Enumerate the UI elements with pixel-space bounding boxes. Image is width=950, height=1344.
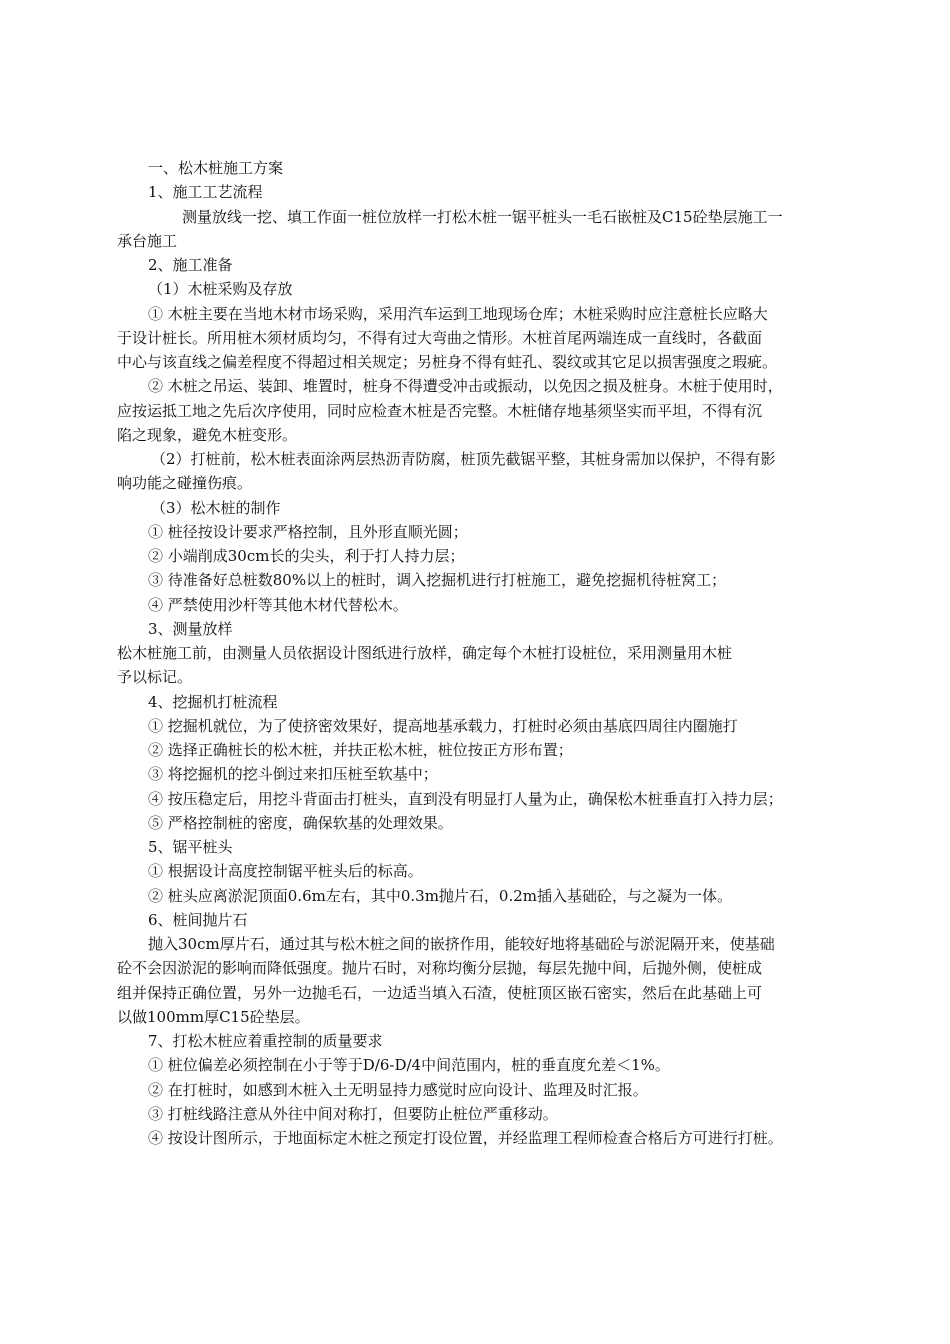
list-item: ③ 打桩线路注意从外往中间对称打，但要防止桩位严重移动。 xyxy=(148,1105,558,1123)
paragraph-line: ② 木桩之吊运、装卸、堆置时，桩身不得遭受冲击或振动，以免因之损及桩身。木桩于使用时， xyxy=(148,377,783,395)
paragraph-line: 以做100mm厚C15砼垫层。 xyxy=(117,1008,310,1026)
list-item: ④ 按设计图所示，于地面标定木桩之预定打设位置，并经监理工程师检查合格后方可进行打桩。 xyxy=(148,1129,783,1147)
paragraph-line: 予以标记。 xyxy=(117,668,193,686)
paragraph-line: 于设计桩长。所用桩木须材质均匀，不得有过大弯曲之情形。木桩首尾两端连成一直线时，各截面 xyxy=(117,329,763,347)
paragraph-line: 中心与该直线之偏差程度不得超过相关规定；另桩身不得有蛀孔、裂纹或其它足以损害强度之瑕疵。 xyxy=(117,353,778,371)
subsection-heading: 5、锯平桩头 xyxy=(148,838,233,856)
list-item: ① 桩位偏差必须控制在小于等于D/6-D/4中间范围内，桩的垂直度允差＜1%。 xyxy=(148,1056,670,1074)
subsection-heading: 1、施工工艺流程 xyxy=(148,183,263,201)
paragraph-line: （2）打桩前，松木桩表面涂两层热沥青防腐，桩顶先截锯平整，其桩身需加以保护，不得有影 xyxy=(151,450,776,468)
subsection-heading: 7、打松木桩应着重控制的质量要求 xyxy=(148,1032,383,1050)
paragraph-line: 陷之现象，避免木桩变形。 xyxy=(117,426,298,444)
list-item: ④ 按压稳定后，用挖斗背面击打桩头，直到没有明显打人量为止，确保松木桩垂直打入持力层； xyxy=(148,790,783,808)
list-item: ① 桩径按设计要求严格控制，且外形直顺光圆； xyxy=(148,523,468,541)
list-item: ③ 将挖掘机的挖斗倒过来扣压桩至软基中； xyxy=(148,765,438,783)
paragraph-line: 砼不会因淤泥的影响而降低强度。抛片石时，对称均衡分层抛，每层先抛中间，后抛外侧，使桩成 xyxy=(117,959,763,977)
subsection-heading: （1）木桩采购及存放 xyxy=(148,280,293,298)
paragraph-line: 测量放线一挖、填工作面一桩位放样一打松木桩一锯平桩头一毛石嵌桩及C15砼垫层施工一 xyxy=(182,208,783,226)
subsection-heading: 3、测量放样 xyxy=(148,620,233,638)
subsection-heading: 2、施工准备 xyxy=(148,256,233,274)
list-item: ② 小端削成30cm长的尖头，利于打人持力层； xyxy=(148,547,465,565)
paragraph-line: 应按运抵工地之先后次序使用，同时应检查木桩是否完整。木桩储存地基须坚实而平坦，不得有沉 xyxy=(117,402,763,420)
section-heading: 一、松木桩施工方案 xyxy=(148,159,284,177)
subsection-heading: 4、挖掘机打桩流程 xyxy=(148,693,278,711)
paragraph-line: 抛入30cm厚片石，通过其与松木桩之间的嵌挤作用，能较好地将基础砼与淤泥隔开来，使基础 xyxy=(148,935,775,953)
list-item: ④ 严禁使用沙杆等其他木材代替松木。 xyxy=(148,596,408,614)
subsection-heading: （3）松木桩的制作 xyxy=(151,499,281,517)
paragraph-line: 承台施工 xyxy=(117,232,178,250)
paragraph-line: ① 木桩主要在当地木材市场采购，采用汽车运到工地现场仓库；木桩采购时应注意桩长应略大 xyxy=(148,305,768,323)
paragraph-line: 组并保持正确位置，另外一边抛毛石，一边适当填入石渣，使桩顶区嵌石密实，然后在此基础上可 xyxy=(117,984,763,1002)
paragraph-line: 响功能之碰撞伤痕。 xyxy=(117,474,253,492)
subsection-heading: 6、桩间抛片石 xyxy=(148,911,248,929)
list-item: ② 选择正确桩长的松木桩，并扶正松木桩，桩位按正方形布置； xyxy=(148,741,573,759)
list-item: ③ 待准备好总桩数80%以上的桩时，调入挖掘机进行打桩施工，避免挖掘机待桩窝工； xyxy=(148,571,727,589)
list-item: ⑤ 严格控制桩的密度，确保软基的处理效果。 xyxy=(148,814,453,832)
list-item: ① 挖掘机就位，为了使挤密效果好，提高地基承载力，打桩时必须由基底四周往内圈施打 xyxy=(148,717,738,735)
list-item: ① 根据设计高度控制锯平桩头后的标高。 xyxy=(148,862,423,880)
paragraph-line: 松木桩施工前，由测量人员依据设计图纸进行放样，确定每个木桩打设桩位，采用测量用木桩 xyxy=(117,644,733,662)
list-item: ② 桩头应离淤泥顶面0.6m左右，其中0.3m抛片石，0.2m插入基础砼，与之凝为一体。 xyxy=(148,887,733,905)
list-item: ② 在打桩时，如感到木桩入土无明显持力感觉时应向设计、监理及时汇报。 xyxy=(148,1081,648,1099)
